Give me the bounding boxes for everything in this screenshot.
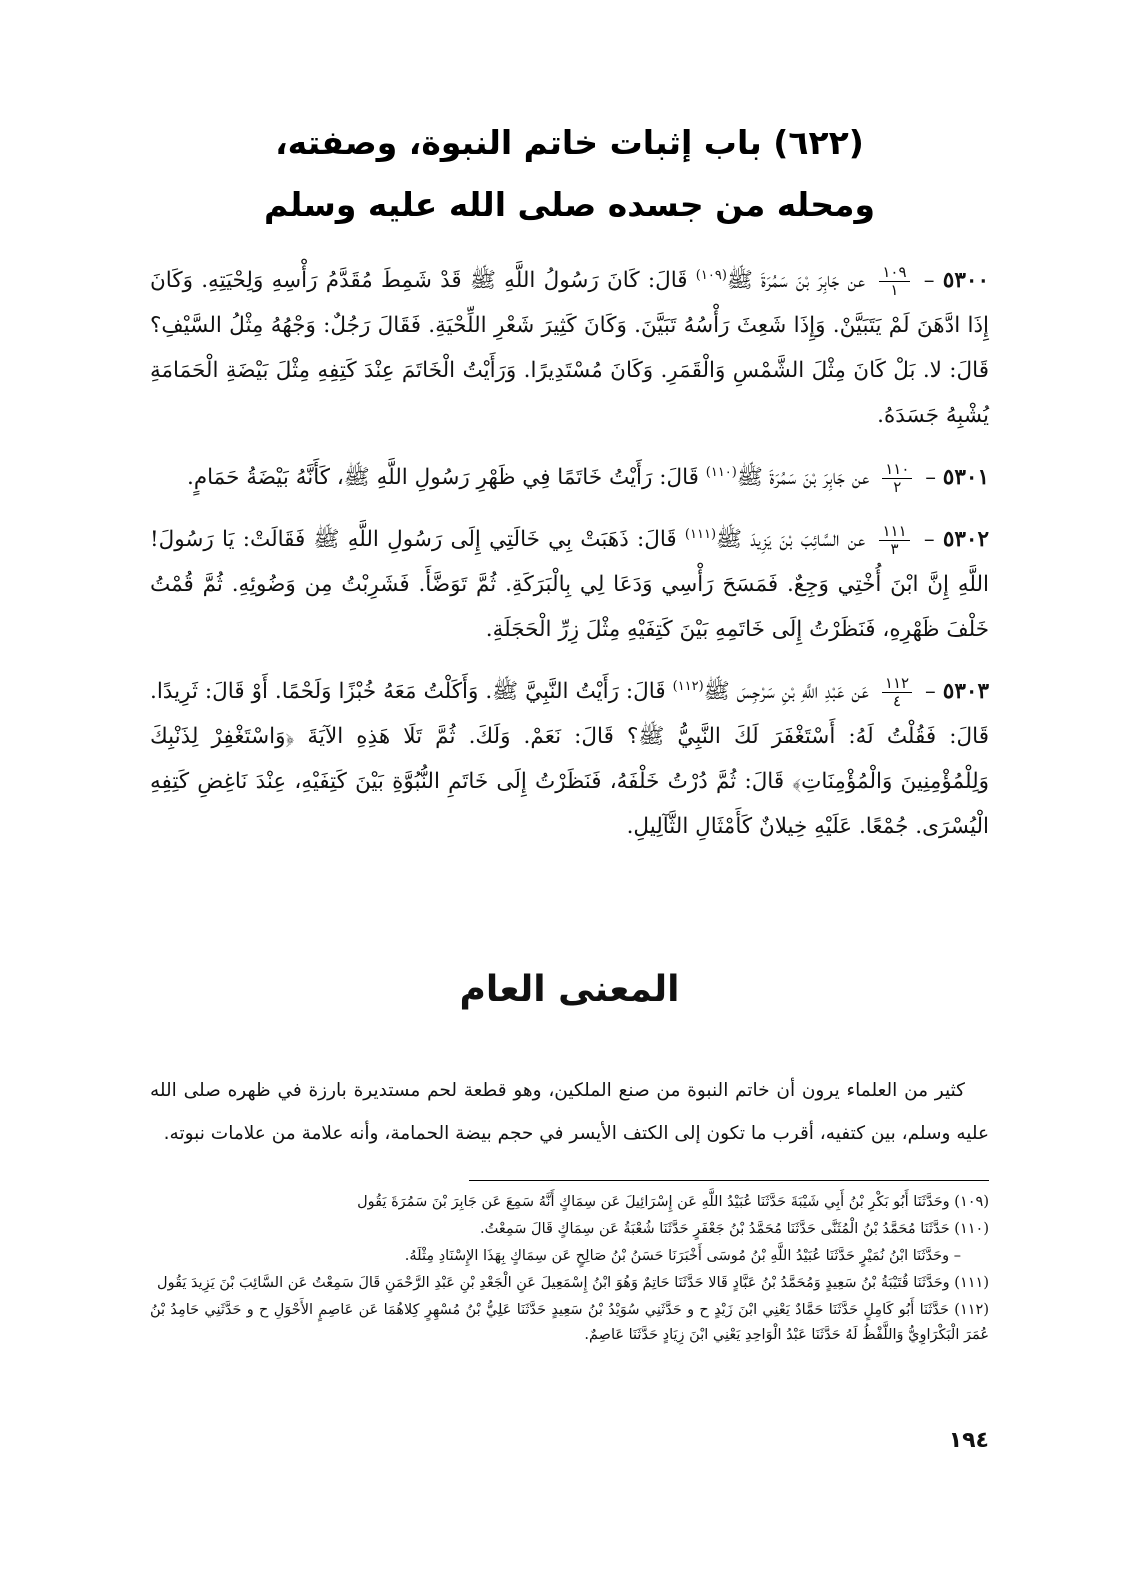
footnote-110-continued (150, 1244, 989, 1269)
hadith-narrator: عن السَّائِبَ بْنَ يَزِيدَ ﷺ (716, 527, 866, 552)
fraction-numerator: ١١١ (879, 523, 909, 541)
hadith-fraction (882, 461, 912, 496)
hadith-5300: ٥٣٠٠ – $\frac{١٠٩}{١}$ عن جَابِرَ بْنَ سَمُرَةَ ﷺ$^{(١٠٩)}$ قَالَ: كَانَ رَسُولُ اللَّهِ ﷺ قَدْ شَمِطَ مُقَدَّمُ رَأْسِهِ وَلِحْيَتِهِ. وَكَانَ إِذَا ادَّهَنَ لَمْ يَتَبَيَّنْ. وَإِذَا شَعِثَ رَأْسُهُ تَبَيَّنَ. وَكَانَ كَثِيرَ شَعْرِ اللِّحْيَةِ. فَقَالَ رَجُلٌ: وَجْهُهُ مِثْلُ السَّيْفِ؟ قَالَ: لا. بَلْ كَانَ مِثْلَ الشَّمْسِ وَالْقَمَرِ. وَكَانَ مُسْتَدِيرًا. وَرَأَيْتُ الْخَاتَمَ عِنْدَ كَتِفِهِ مِثْلَ بَيْضَةِ الْحَمَامَةِ يُشْبِهُ جَسَدَهُ. (150, 262, 989, 428)
footnote-text: حَدَّثَنَا أَبُو كَامِلٍ حَدَّثَنَا حَمَّادٌ يَعْنِي ابْنَ زَيْدٍ ح و حَدَّثَنِي سُوَيْدُ بْنُ سَعِيدٍ حَدَّثَنَا عَلِيُّ بْنُ مُسْهِرٍ كِلاهُمَا عَن عَاصِمٍ الأَحْوَلِ ح و حَدَّثَنِي حَامِدُ بْنُ عُمَرَ الْبَكْرَاوِيُّ وَاللَّفْظُ لَهُ حَدَّثَنَا عَبْدُ الْوَاحِدِ يَعْنِي ابْنَ زِيَادٍ حَدَّثَنَا عَاصِمٌ. (150, 1302, 989, 1343)
fraction-denominator: ٢ (893, 477, 902, 496)
hadith-text: قَالَ: ذَهَبَتْ بِي خَالَتِي إِلَى رَسُولِ اللَّهِ ﷺ فَقَالَتْ: يَا رَسُولَ! اللَّهِ إِنَّ ابْنَ أُخْتِي وَجِعٌ. فَمَسَحَ رَأْسِي وَدَعَا لِي بِالْبَرَكَةِ. ثُمَّ تَوَضَّأَ. فَشَرِبْتُ مِن وَضُوئِهِ. ثُمَّ قُمْتُ خَلْفَ ظَهْرِهِ، فَنَظَرْتُ إِلَى خَاتَمِهِ بَيْنَ كَتِفَيْهِ مِثْلَ زِرِّ الْحَجَلَةِ. (150, 527, 989, 642)
chapter-title (150, 112, 989, 236)
hadith-fraction (879, 264, 909, 299)
fraction-denominator: ٤ (892, 691, 902, 710)
fraction-denominator: ٣ (890, 539, 899, 558)
page-number: ١٩٤ (948, 1428, 989, 1453)
hadith-fraction (882, 675, 912, 710)
section-heading: المعنى العام (459, 969, 680, 1010)
hadith-narrator: عن جَابِرَ بْنَ سَمُرَةَ ﷺ (726, 268, 866, 293)
fraction-numerator: ١٠٩ (879, 264, 909, 282)
footnotes (150, 1190, 989, 1350)
fraction-numerator: ١١٢ (882, 675, 912, 693)
hadith-text: قَالَ: رَأَيْتُ خَاتَمًا فِي ظَهْرِ رَسُولِ اللَّهِ ﷺ، كَأَنَّهُ بَيْضَةُ حَمَامٍ. (186, 465, 699, 490)
footnote-text: حَدَّثَنَا مُحَمَّدُ بْنُ الْمُثَنَّى حَدَّثَنَا مُحَمَّدُ بْنُ جَعْفَرٍ حَدَّثَنَا شُعْبَةُ عَن سِمَاكٍ قَالَ سَمِعْتُ. (480, 1221, 950, 1237)
hadith-number: ٥٣٠٢ (942, 527, 990, 552)
hadith-text: قَالَ: رَأَيْتُ النَّبِيَّ ﷺ. وَأَكَلْتُ مَعَهُ خُبْزًا وَلَحْمًا. أَوْ قَالَ: ثَرِيدًا. قَالَ: فَقُلْتُ لَهُ: أَسْتَغْفَرَ لَكَ النَّبِيُّ ﷺ؟ قَالَ: نَعَمْ. وَلَكَ. ثُمَّ تَلَا هَذِهِ الآيَةَ ﴿وَاسْتَغْفِرْ لِذَنْبِكَ وَلِلْمُؤْمِنِينَ وَالْمُؤْمِنَاتِ﴾ قَالَ: ثُمَّ دُرْتُ خَلْفَهُ، فَنَظَرْتُ إِلَى خَاتَمِ النُّبُوَّةِ بَيْنَ كَتِفَيْهِ، عِنْدَ نَاغِضِ كَتِفِهِ الْيُسْرَى. جُمْعًا. عَلَيْهِ خِيلانٌ كَأَمْثَالِ الثَّآلِيلِ. (150, 679, 989, 839)
footnote-109 (150, 1190, 989, 1215)
hadith-number: ٥٣٠٠ (942, 268, 989, 293)
footnote-110 (150, 1217, 989, 1242)
summary-text: كثير من العلماء يرون أن خاتم النبوة من صنع الملكين، وهو قطعة لحم مستديرة بارزة في ظهره صلى الله عليه وسلم، بين كتفيه، أقرب ما تكون إلى الكتف الأيسر في حجم بيضة الحمامة، وأنه علامة من علامات نبوته. (150, 1079, 989, 1144)
footnote-ref: (١١٠) (705, 464, 737, 480)
footnote-divider (469, 1180, 989, 1181)
fraction-numerator: ١١٠ (882, 461, 912, 479)
footnote-label: (١١٠) (954, 1221, 989, 1237)
hadith-narrator: عن جَابِرَ بْنَ سَمُرَةَ ﷺ (736, 465, 870, 490)
hadith-5303: ٥٣٠٣ – $\frac{١١٢}{٤}$ عَن عَبْدِ اللَّهِ بْنِ سَرْجِسَ ﷺ$^{(١١٢)}$ قَالَ: رَأَيْتُ النَّبِيَّ ﷺ. وَأَكَلْتُ مَعَهُ خُبْزًا وَلَحْمًا. أَوْ قَالَ: ثَرِيدًا. قَالَ: فَقُلْتُ لَهُ: أَسْتَغْفَرَ لَكَ النَّبِيُّ ﷺ؟ قَالَ: نَعَمْ. وَلَكَ. ثُمَّ تَلَا هَذِهِ الآيَةَ ﴿وَاسْتَغْفِرْ لِذَنْبِكَ وَلِلْمُؤْمِنِينَ وَالْمُؤْمِنَاتِ﴾ قَالَ: ثُمَّ دُرْتُ خَلْفَهُ، فَنَظَرْتُ إِلَى خَاتَمِ النُّبُوَّةِ بَيْنَ كَتِفَيْهِ، عِنْدَ نَاغِضِ كَتِفِهِ الْيُسْرَى. جُمْعًا. عَلَيْهِ خِيلانٌ كَأَمْثَالِ الثَّآلِيلِ. (150, 673, 989, 839)
hadith-number: ٥٣٠١ (942, 465, 989, 490)
summary-paragraph (150, 1069, 989, 1155)
footnote-label: (١١٢) (954, 1302, 990, 1318)
footnote-ref: (١١١) (684, 526, 717, 542)
footnote-ref: (١٠٩) (695, 267, 727, 283)
footnote-label: – (953, 1248, 961, 1264)
hadith-text: قَالَ: كَانَ رَسُولُ اللَّهِ ﷺ قَدْ شَمِطَ مُقَدَّمُ رَأْسِهِ وَلِحْيَتِهِ. وَكَانَ إِذَا ادَّهَنَ لَمْ يَتَبَيَّنْ. وَإِذَا شَعِثَ رَأْسُهُ تَبَيَّنَ. وَكَانَ كَثِيرَ شَعْرِ اللِّحْيَةِ. فَقَالَ رَجُلٌ: وَجْهُهُ مِثْلُ السَّيْفِ؟ قَالَ: لا. بَلْ كَانَ مِثْلَ الشَّمْسِ وَالْقَمَرِ. وَكَانَ مُسْتَدِيرًا. وَرَأَيْتُ الْخَاتَمَ عِنْدَ كَتِفِهِ مِثْلَ بَيْضَةِ الْحَمَامَةِ يُشْبِهُ جَسَدَهُ. (150, 268, 989, 428)
footnote-111 (150, 1271, 989, 1296)
footnote-text: وحَدَّثَنَا ابْنُ نُمَيْرٍ حَدَّثَنَا عُبَيْدُ اللَّهِ بْنُ مُوسَى أَخْبَرَنَا حَسَنُ بْنُ صَالِحٍ عَن سِمَاكٍ بِهَذَا الإِسْنَادِ مِثْلَهُ. (404, 1248, 950, 1264)
hadith-list (150, 258, 989, 866)
hadith-narrator: عَن عَبْدِ اللَّهِ بْنِ سَرْجِسَ ﷺ (703, 679, 869, 704)
footnote-label: (١١١) (954, 1275, 989, 1291)
footnote-label: (١٠٩) (954, 1194, 989, 1210)
fraction-denominator: ١ (890, 280, 899, 299)
footnote-ref: (١١٢) (672, 678, 704, 694)
hadith-number: ٥٣٠٣ (942, 679, 989, 704)
hadith-5301: ٥٣٠١ – $\frac{١١٠}{٢}$ عن جَابِرَ بْنَ سَمُرَةَ ﷺ$^{(١١٠)}$ قَالَ: رَأَيْتُ خَاتَمًا فِي ظَهْرِ رَسُولِ اللَّهِ ﷺ، كَأَنَّهُ بَيْضَةُ حَمَامٍ. (186, 459, 989, 496)
chapter-title-line-2: ومحله من جسده صلى الله عليه وسلم (264, 185, 875, 224)
chapter-title-line-1: (٦٢٢) باب إثبات خاتم النبوة، وصفته، (275, 123, 864, 162)
footnote-text: وحَدَّثَنَا أَبُو بَكْرِ بْنُ أَبِي شَيْبَةَ حَدَّثَنَا عُبَيْدُ اللَّهِ عَن إِسْرَائِيلَ عَن سِمَاكٍ أَنَّهُ سَمِعَ عَن جَابِرَ بْنَ سَمُرَةَ يَقُول (357, 1194, 950, 1210)
hadith-5302: ٥٣٠٢ – $\frac{١١١}{٣}$ عن السَّائِبَ بْنَ يَزِيدَ ﷺ$^{(١١١)}$ قَالَ: ذَهَبَتْ بِي خَالَتِي إِلَى رَسُولِ اللَّهِ ﷺ فَقَالَتْ: يَا رَسُولَ! اللَّهِ إِنَّ ابْنَ أُخْتِي وَجِعٌ. فَمَسَحَ رَأْسِي وَدَعَا لِي بِالْبَرَكَةِ. ثُمَّ تَوَضَّأَ. فَشَرِبْتُ مِن وَضُوئِهِ. ثُمَّ قُمْتُ خَلْفَ ظَهْرِهِ، فَنَظَرْتُ إِلَى خَاتَمِهِ بَيْنَ كَتِفَيْهِ مِثْلَ زِرِّ الْحَجَلَةِ. (150, 521, 990, 642)
footnote-text: وحَدَّثَنَا قُتَيْبَةُ بْنُ سَعِيدٍ وَمُحَمَّدُ بْنُ عَبَّادٍ قَالا حَدَّثَنَا حَاتِمٌ وَهُوَ ابْنُ إِسْمَعِيلَ عَنِ الْجَعْدِ بْنِ عَبْدِ الرَّحْمَنِ قَالَ سَمِعْتُ عَن السَّائِبَ بْنَ يَزِيدَ يَقُول (157, 1275, 950, 1291)
hadith-fraction (879, 523, 909, 558)
footnote-112 (150, 1298, 989, 1348)
